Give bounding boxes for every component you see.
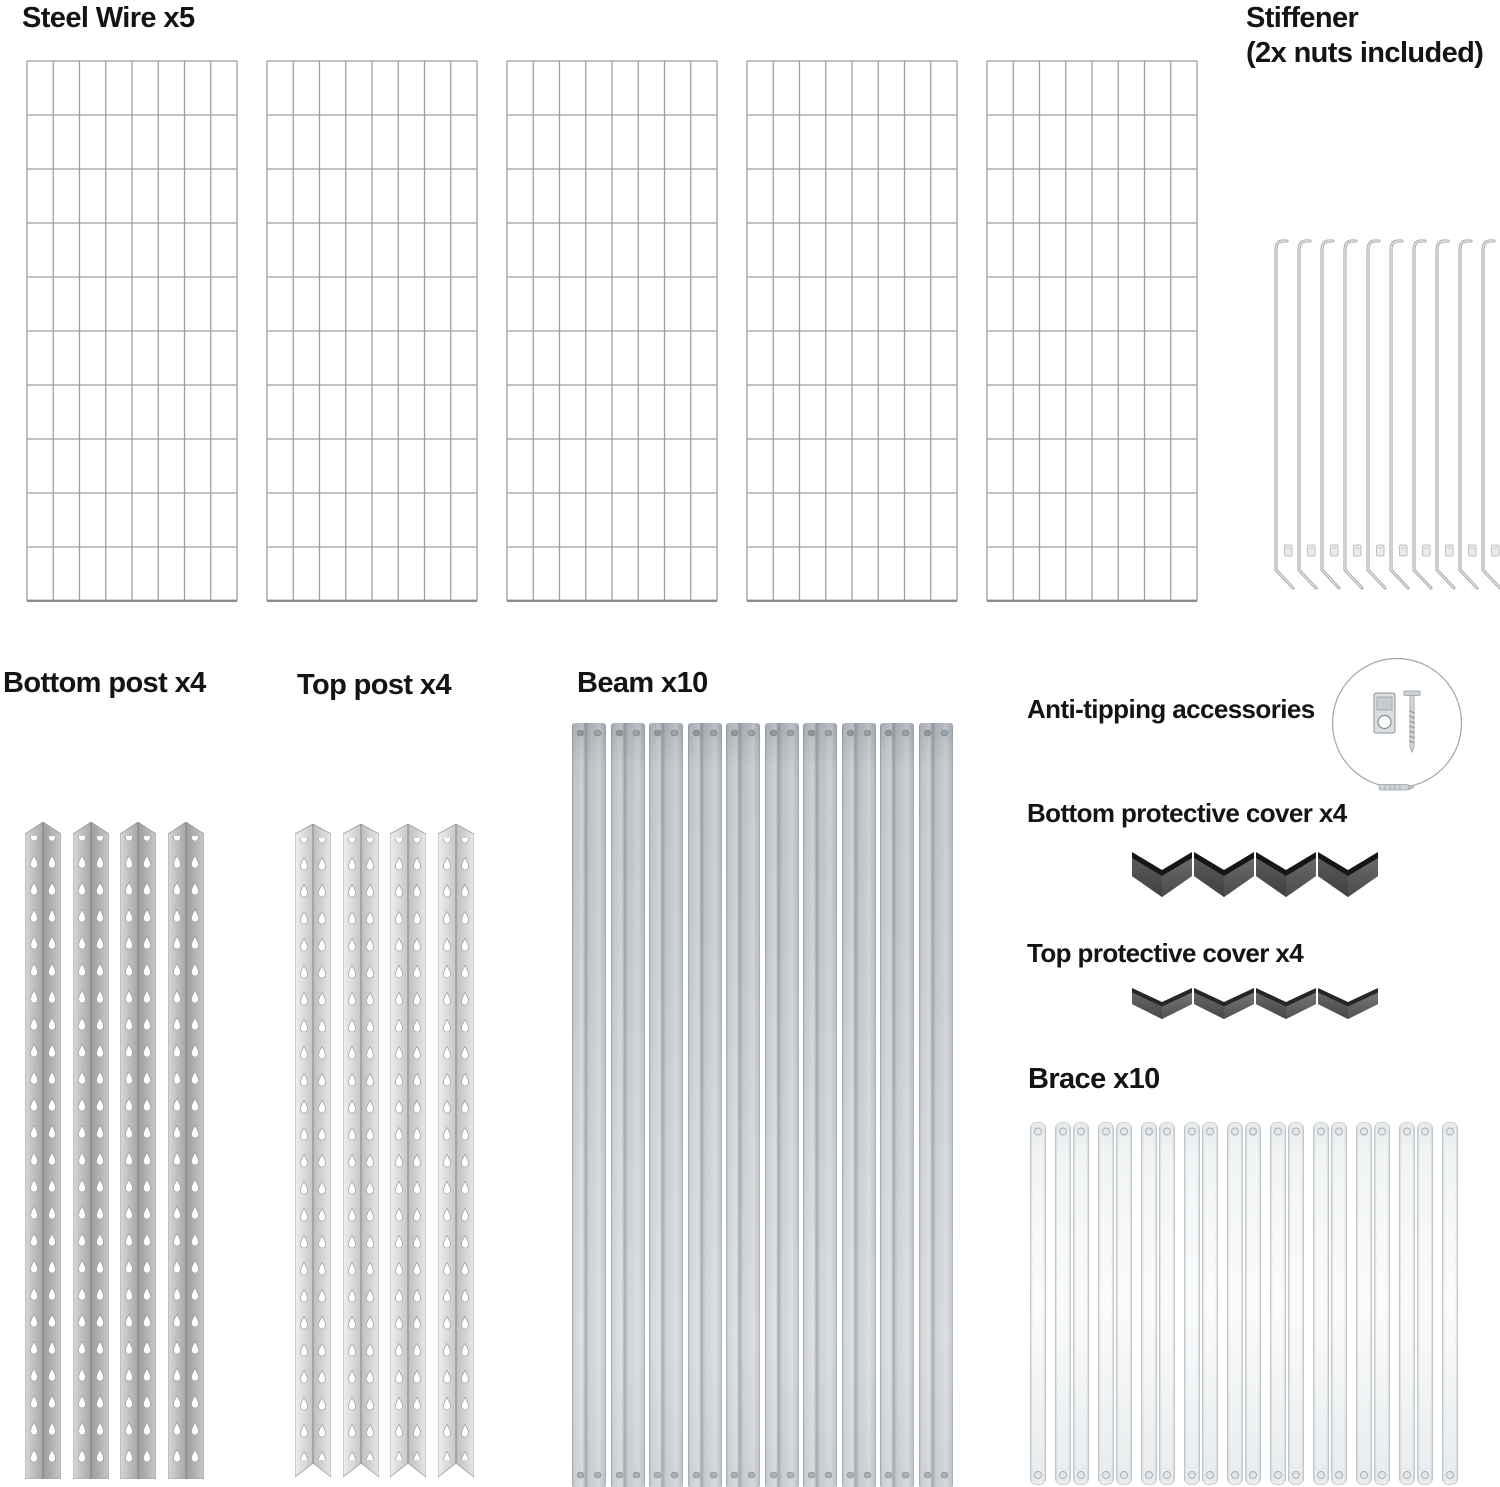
beam-hole (671, 730, 678, 736)
brace-pair (1030, 1122, 1071, 1485)
brace-hole (1293, 1128, 1300, 1135)
brace-strip (1331, 1122, 1347, 1485)
beam-hole (577, 1472, 584, 1478)
beam-hole (710, 1472, 717, 1478)
post-keyholes (73, 836, 109, 1470)
post-keyholes (343, 838, 379, 1460)
stiffener-rod (1409, 236, 1429, 596)
stiffener-nut (1354, 545, 1362, 556)
bottom-cover-label: Bottom protective cover x4 (1027, 798, 1347, 828)
top-protective-cover (1255, 983, 1317, 1019)
brace-hole (1102, 1128, 1109, 1135)
beam-hole (748, 1472, 755, 1478)
stiffener-rod (1363, 236, 1383, 596)
beam-hole (787, 730, 794, 736)
steel-wire-panel (746, 60, 958, 602)
post-keyholes (120, 836, 156, 1470)
beam (688, 723, 722, 1487)
brace-hole (1360, 1472, 1367, 1479)
detail-circle (1333, 659, 1462, 788)
post-keyholes (390, 838, 426, 1460)
beam-hole (924, 730, 931, 736)
steel-wire-row (26, 60, 1198, 602)
top-post (438, 824, 474, 1479)
brace-strip (1270, 1122, 1286, 1485)
brace-strip (1073, 1122, 1089, 1485)
post-keyholes (25, 836, 61, 1470)
brace-label: Brace x10 (1028, 1063, 1160, 1095)
brace-hole (1035, 1128, 1042, 1135)
beam-hole (671, 1472, 678, 1478)
anti-tipping-label: Anti-tipping accessories (1027, 694, 1315, 724)
brace-hole (1164, 1472, 1171, 1479)
brace-hole (1403, 1128, 1410, 1135)
beam (919, 723, 953, 1487)
beam-hole (825, 1472, 832, 1478)
steel-wire-panel (506, 60, 718, 602)
beam-hole (847, 730, 854, 736)
brace-strip (1116, 1122, 1132, 1485)
beam (803, 723, 837, 1487)
bottom-protective-cover (1131, 845, 1193, 897)
beam-hole (941, 1472, 948, 1478)
beam-hole (808, 1472, 815, 1478)
brace-row (1030, 1122, 1458, 1485)
wall-anchor-icon (1374, 693, 1395, 733)
post-keyholes (168, 836, 204, 1470)
brace-strip (1141, 1122, 1157, 1485)
small-bolt-icon (1379, 785, 1414, 791)
stiffener-label-line1: Stiffener (1246, 2, 1359, 34)
top-post (295, 824, 331, 1479)
beam-hole (594, 730, 601, 736)
top-post-row (295, 824, 474, 1479)
brace-strip (1030, 1122, 1046, 1485)
brace-hole (1403, 1472, 1410, 1479)
steel-wire-label: Steel Wire x5 (22, 2, 195, 34)
beam-hole (731, 1472, 738, 1478)
bottom-post (120, 822, 156, 1479)
stiffener-rod (1271, 236, 1291, 596)
beam-label: Beam x10 (577, 667, 708, 699)
bottom-post (168, 822, 204, 1479)
beam-hole (577, 730, 584, 736)
stiffener-rod (1455, 236, 1475, 596)
brace-hole (1102, 1472, 1109, 1479)
brace-hole (1121, 1472, 1128, 1479)
brace-hole (1121, 1128, 1128, 1135)
stiffener-rod (1317, 236, 1337, 596)
stiffener-nut (1308, 545, 1316, 556)
beam (572, 723, 606, 1487)
bottom-post (25, 822, 61, 1479)
beam-hole (654, 1472, 661, 1478)
brace-pair (1245, 1122, 1286, 1485)
top-post (390, 824, 426, 1479)
beam-hole (847, 1472, 854, 1478)
brace-pair (1202, 1122, 1243, 1485)
beam-hole (770, 730, 777, 736)
brace-hole (1360, 1128, 1367, 1135)
brace-hole (1250, 1472, 1257, 1479)
bottom-post-label: Bottom post x4 (3, 667, 206, 699)
brace-hole (1078, 1472, 1085, 1479)
beam-hole (902, 730, 909, 736)
brace-hole (1379, 1472, 1386, 1479)
beam-hole (902, 1472, 909, 1478)
brace-hole (1207, 1472, 1214, 1479)
stiffener-label (1246, 1, 1483, 71)
beam (649, 723, 683, 1487)
top-protective-cover (1317, 983, 1379, 1019)
beam-hole (864, 1472, 871, 1478)
beam-hole (770, 1472, 777, 1478)
post-keyholes (295, 838, 331, 1460)
stiffener-label-line2: (2x nuts included) (1246, 37, 1484, 69)
beam-hole (616, 1472, 623, 1478)
brace-hole (1336, 1472, 1343, 1479)
steel-wire-panel (986, 60, 1198, 602)
brace-hole (1145, 1472, 1152, 1479)
brace-hole (1207, 1128, 1214, 1135)
brace-hole (1274, 1128, 1281, 1135)
brace-hole (1059, 1472, 1066, 1479)
stiffener-nut (1331, 545, 1339, 556)
brace-hole (1274, 1472, 1281, 1479)
brace-pair (1073, 1122, 1114, 1485)
stiffener-nut (1446, 545, 1454, 556)
brace-strip (1202, 1122, 1218, 1485)
brace-strip (1184, 1122, 1200, 1485)
bottom-protective-cover (1193, 845, 1255, 897)
beam-hole (616, 730, 623, 736)
bottom-cover-row (1131, 845, 1379, 897)
beam-hole (633, 1472, 640, 1478)
brace-hole (1078, 1128, 1085, 1135)
beam-hole (924, 1472, 931, 1478)
steel-wire-panel (266, 60, 478, 602)
brace-hole (1293, 1472, 1300, 1479)
brace-strip (1442, 1122, 1458, 1485)
top-cover-row (1131, 983, 1379, 1019)
brace-pair (1288, 1122, 1329, 1485)
brace-pair (1417, 1122, 1458, 1485)
beam-hole (885, 1472, 892, 1478)
stiffener-nut (1423, 545, 1431, 556)
brace-strip (1159, 1122, 1175, 1485)
brace-hole (1188, 1128, 1195, 1135)
beam (842, 723, 876, 1487)
beam-hole (594, 1472, 601, 1478)
brace-strip (1055, 1122, 1071, 1485)
beam-hole (633, 730, 640, 736)
stiffener-row (1271, 236, 1498, 596)
brace-hole (1231, 1128, 1238, 1135)
brace-strip (1227, 1122, 1243, 1485)
stiffener-rod (1432, 236, 1452, 596)
brace-strip (1417, 1122, 1433, 1485)
brace-hole (1250, 1128, 1257, 1135)
beam-hole (731, 730, 738, 736)
top-post-label: Top post x4 (297, 669, 451, 701)
brace-pair (1374, 1122, 1415, 1485)
beam-hole (941, 730, 948, 736)
beam (880, 723, 914, 1487)
top-cover-label: Top protective cover x4 (1027, 938, 1304, 968)
beam-hole (864, 730, 871, 736)
beam (611, 723, 645, 1487)
brace-strip (1356, 1122, 1372, 1485)
brace-hole (1446, 1472, 1453, 1479)
brace-hole (1164, 1128, 1171, 1135)
brace-pair (1116, 1122, 1157, 1485)
bottom-protective-cover (1255, 845, 1317, 897)
bottom-protective-cover (1317, 845, 1379, 897)
brace-hole (1059, 1128, 1066, 1135)
beam-hole (885, 730, 892, 736)
brace-strip (1313, 1122, 1329, 1485)
brace-hole (1317, 1128, 1324, 1135)
brace-hole (1231, 1472, 1238, 1479)
beam-hole (825, 730, 832, 736)
stiffener-nut (1400, 545, 1408, 556)
brace-hole (1188, 1472, 1195, 1479)
brace-hole (1317, 1472, 1324, 1479)
beam-hole (787, 1472, 794, 1478)
anti-tipping-detail (1330, 655, 1464, 797)
brace-strip (1245, 1122, 1261, 1485)
brace-hole (1422, 1472, 1429, 1479)
stiffener-nut (1285, 545, 1293, 556)
brace-strip (1288, 1122, 1304, 1485)
stiffener-nut (1377, 545, 1385, 556)
top-post (343, 824, 379, 1479)
stiffener-rod (1294, 236, 1314, 596)
brace-strip (1374, 1122, 1390, 1485)
brace-hole (1336, 1128, 1343, 1135)
top-protective-cover (1131, 983, 1193, 1019)
brace-strip (1098, 1122, 1114, 1485)
beam (726, 723, 760, 1487)
brace-hole (1422, 1128, 1429, 1135)
bottom-post (73, 822, 109, 1479)
post-keyholes (438, 838, 474, 1460)
stiffener-rod (1478, 236, 1498, 596)
stiffener-rod (1340, 236, 1360, 596)
beam-hole (748, 730, 755, 736)
brace-hole (1035, 1472, 1042, 1479)
brace-pair (1159, 1122, 1200, 1485)
bottom-post-row (25, 822, 204, 1479)
brace-pair (1331, 1122, 1372, 1485)
brace-hole (1379, 1128, 1386, 1135)
stiffener-nut (1492, 545, 1500, 556)
brace-hole (1446, 1128, 1453, 1135)
stiffener-nut (1469, 545, 1477, 556)
beam-hole (808, 730, 815, 736)
brace-hole (1145, 1128, 1152, 1135)
beam (765, 723, 799, 1487)
beam-hole (693, 1472, 700, 1478)
brace-strip (1399, 1122, 1415, 1485)
beam-hole (654, 730, 661, 736)
steel-wire-panel (26, 60, 238, 602)
stiffener-rod (1386, 236, 1406, 596)
beam-row (572, 723, 953, 1487)
beam-hole (710, 730, 717, 736)
top-protective-cover (1193, 983, 1255, 1019)
beam-hole (693, 730, 700, 736)
